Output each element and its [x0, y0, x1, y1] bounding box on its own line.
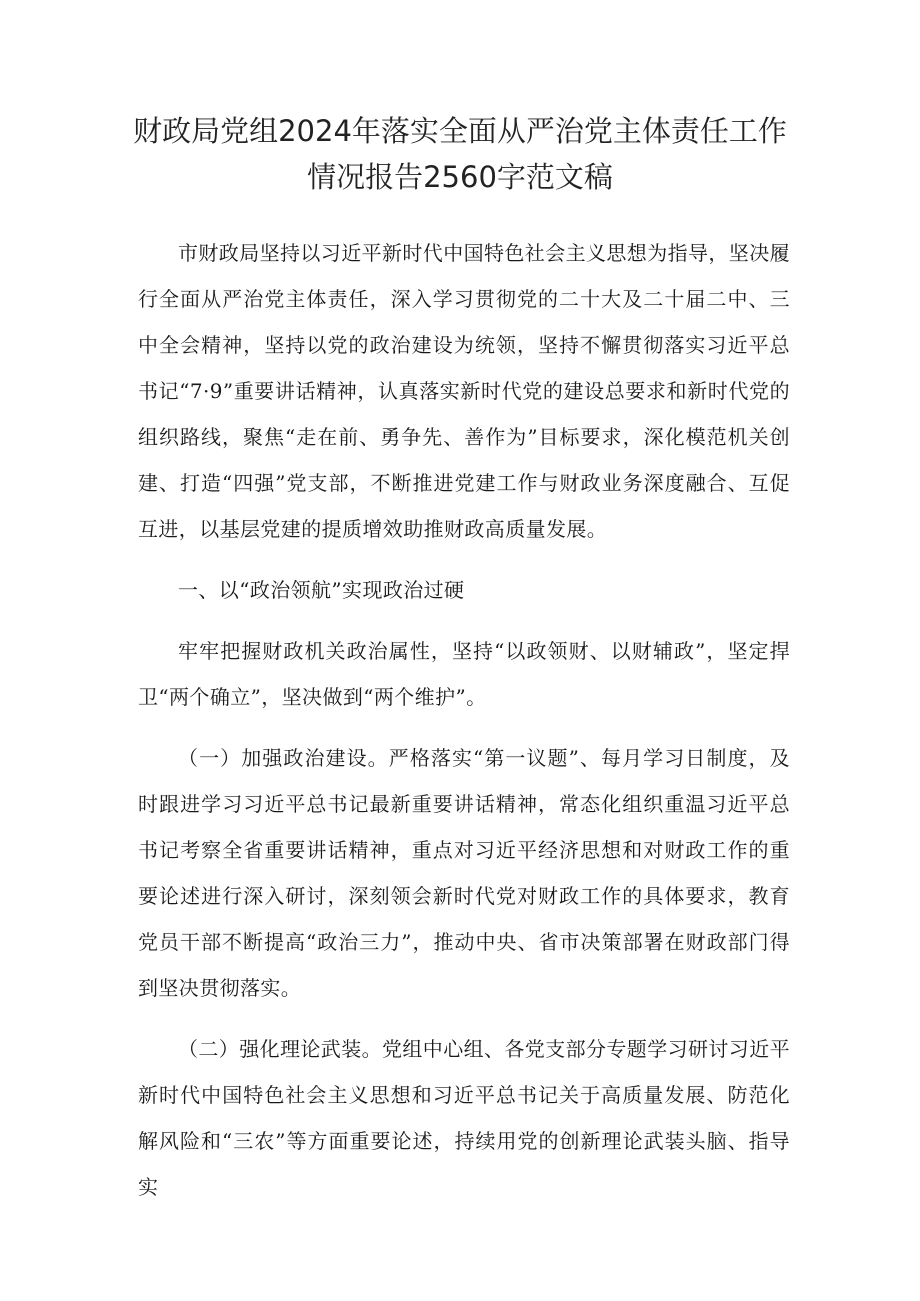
title-line-1: 财政局党组2024年落实全面从严治党主体责任工作	[133, 114, 787, 148]
document-title	[120, 108, 800, 200]
paragraph-subsection-1: （一）加强政治建设。严格落实“第一议题”、每月学习日制度，及时跟进学习习近平总书记最新重要讲话精神，常态化组织重温习近平总书记考察全省重要讲话精神，重点对习近平经济思想和对财政工作的重要论述进行深入研讨，深刻领会新时代党对财政工作的具体要求，教育党员干部不断提高“政治三力”，推动中央、省市决策部署在财政部门得到坚决贯彻落实。	[138, 746, 790, 1000]
paragraph-subsection-2: （二）强化理论武装。党组中心组、各党支部分专题学习研讨习近平新时代中国特色社会主义思想和习近平总书记关于高质量发展、防范化解风险和“三农”等方面重要论述，持续用党的创新理论武装头脑、指导实	[138, 1037, 790, 1199]
document-body	[138, 230, 790, 1225]
section-heading-1: 一、以“政治领航”实现政治过硬	[178, 578, 465, 602]
paragraph-section-1-intro: 牢牢把握财政机关政治属性，坚持“以政领财、以财辅政”，坚定捍卫“两个确立”，坚决做到“两个维护”。	[138, 639, 790, 709]
title-line-2: 情况报告2560字范文稿	[307, 160, 613, 194]
paragraph-intro: 市财政局坚持以习近平新时代中国特色社会主义思想为指导，坚决履行全面从严治党主体责任，深入学习贯彻党的二十大及二十届二中、三中全会精神，坚持以党的政治建设为统领，坚持不懈贯彻落实习近平总书记“7·9”重要讲话精神，认真落实新时代党的建设总要求和新时代党的组织路线，聚焦“走在前、勇争先、善作为”目标要求，深化模范机关创建、打造“四强”党支部，不断推进党建工作与财政业务深度融合、互促互进，以基层党建的提质增效助推财政高质量发展。	[138, 241, 790, 541]
